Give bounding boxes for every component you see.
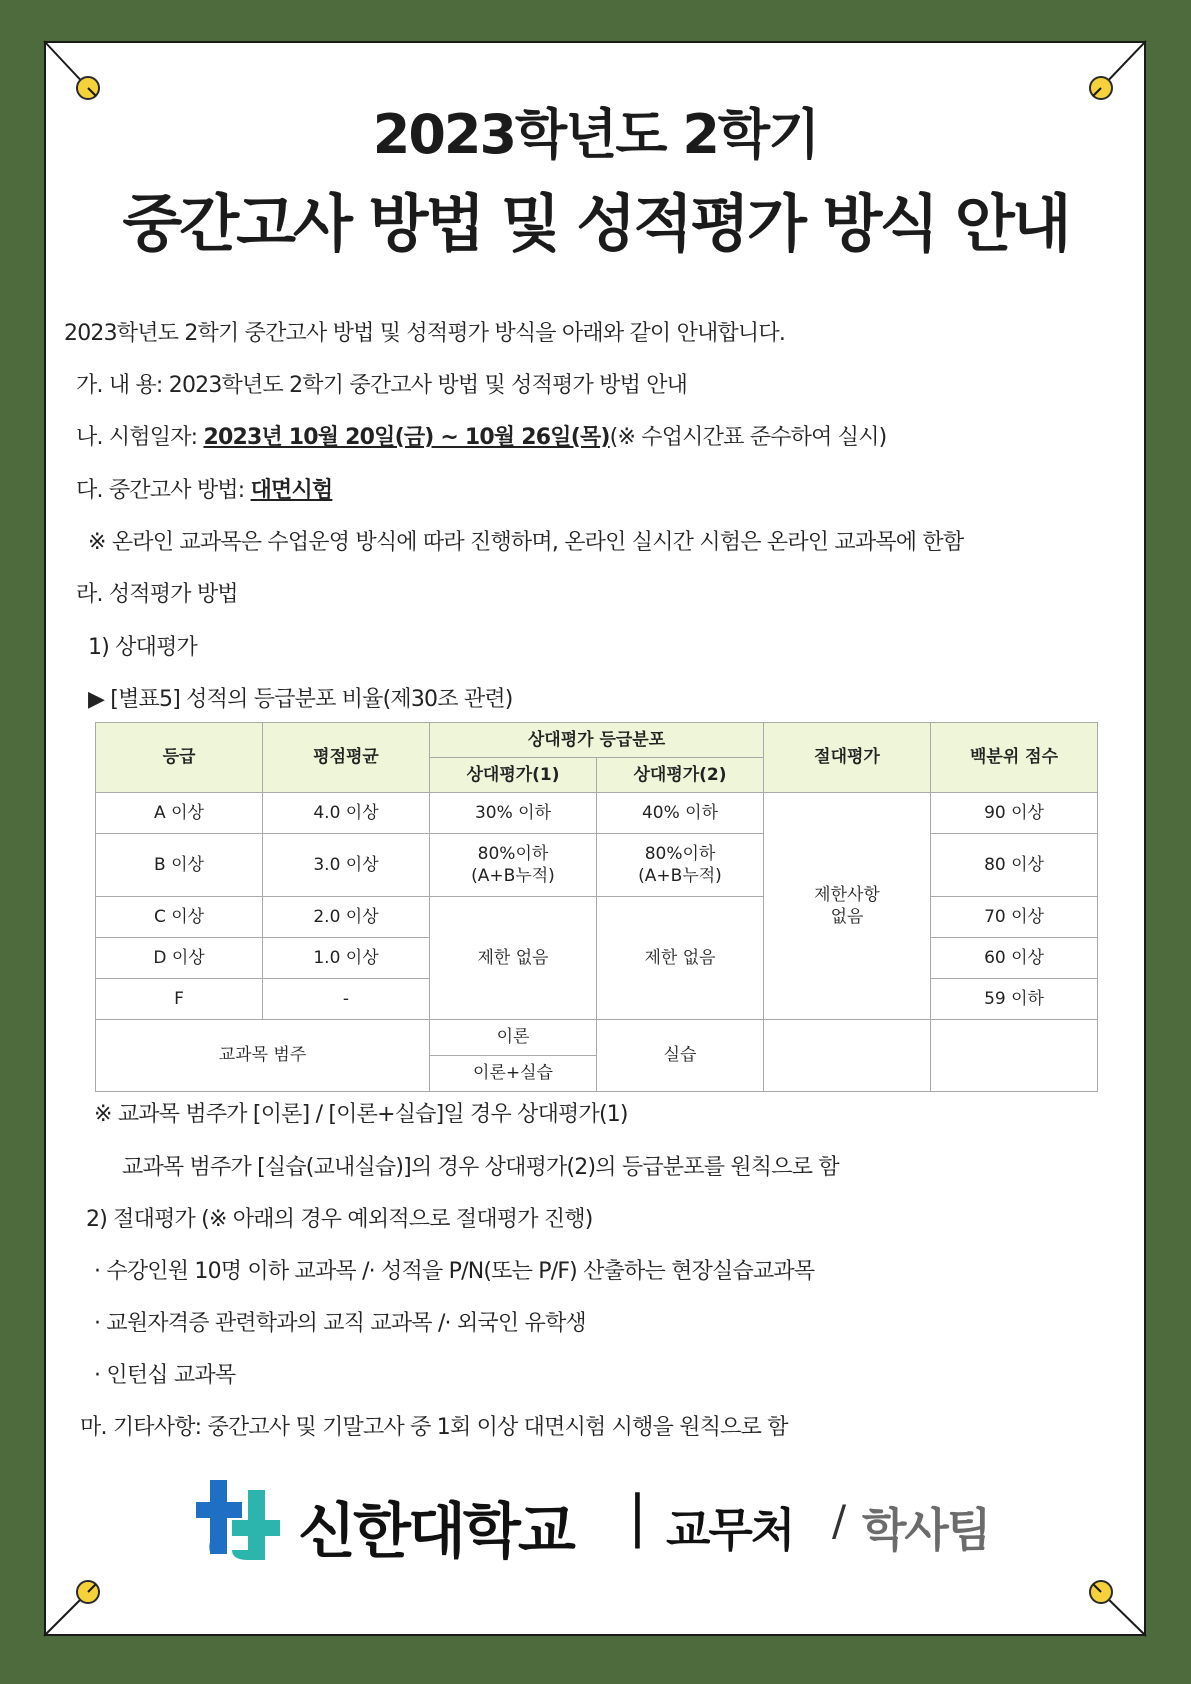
- cell-grade: A 이상: [96, 793, 263, 834]
- intro-text: 2023학년도 2학기 중간고사 방법 및 성적평가 방식을 아래와 같이 안내합니다.: [64, 321, 786, 346]
- relative-2-sub: (A+B누적): [638, 866, 722, 886]
- cell-relative-1: 30% 이하: [430, 793, 597, 834]
- cell-grade: B 이상: [96, 834, 263, 897]
- exam-method-label: 다. 중간고사 방법:: [76, 478, 251, 503]
- cell-category-empty-2: [931, 1020, 1098, 1092]
- footer-separator: |: [628, 1484, 647, 1549]
- cell-percentile: 90 이상: [931, 793, 1098, 834]
- cell-gpa: 2.0 이상: [263, 897, 430, 938]
- content-label: 가. 내 용:: [76, 373, 169, 398]
- team-name: 학사팀: [862, 1503, 990, 1557]
- cell-grade: D 이상: [96, 938, 263, 979]
- cell-percentile: 80 이상: [931, 834, 1098, 897]
- table-row: [96, 834, 1098, 897]
- cell-category-theory: 이론: [430, 1020, 597, 1056]
- exam-date-value: 2023년 10월 20일(금) ~ 10월 26일(목): [203, 425, 610, 450]
- cell-grade: C 이상: [96, 897, 263, 938]
- cell-gpa: 3.0 이상: [263, 834, 430, 897]
- grade-distribution-table: [95, 722, 1098, 1092]
- exam-method-item: [76, 473, 332, 504]
- header-percentile: 백분위 점수: [931, 723, 1098, 793]
- cell-category-practice: 실습: [597, 1020, 764, 1092]
- category-note-2: 교과목 범주가 [실습(교내실습)]의 경우 상대평가(2)의 등급분포를 원칙으로 함: [122, 1155, 839, 1180]
- header-relative-2: 상대평가(2): [597, 758, 764, 793]
- university-name: 신한대학교: [298, 1497, 573, 1567]
- relative-heading: 1) 상대평가: [88, 635, 197, 660]
- title-line-2: 중간고사 방법 및 성적평가 방식 안내: [122, 187, 1069, 260]
- header-relative-1: 상대평가(1): [430, 758, 597, 793]
- content-value: 2023학년도 2학기 중간고사 방법 및 성적평가 방법 안내: [168, 373, 688, 398]
- absolute-heading: 2) 절대평가 (※ 아래의 경우 예외적으로 절대평가 진행): [86, 1207, 593, 1232]
- table-row-category: [96, 1020, 1098, 1056]
- cell-percentile: 60 이상: [931, 938, 1098, 979]
- table-caption: ▶ [별표5] 성적의 등급분포 비율(제30조 관련): [88, 687, 513, 712]
- cell-category-label: 교과목 범주: [96, 1020, 430, 1092]
- university-logo-icon: [196, 1480, 280, 1560]
- absolute-item-2: · 교원자격증 관련학과의 교직 교과목 /· 외국인 유학생: [94, 1311, 586, 1336]
- cell-category-empty-1: [764, 1020, 931, 1092]
- cell-percentile: 70 이상: [931, 897, 1098, 938]
- cell-gpa: -: [263, 979, 430, 1020]
- header-absolute: 절대평가: [764, 723, 931, 793]
- cell-relative-2: [597, 834, 764, 897]
- header-grade: 등급: [96, 723, 263, 793]
- table-row: [96, 793, 1098, 834]
- cell-gpa: 1.0 이상: [263, 938, 430, 979]
- exam-method-value: 대면시험: [250, 478, 333, 503]
- cell-relative-2: 40% 이하: [597, 793, 764, 834]
- category-note-1: ※ 교과목 범주가 [이론] / [이론+실습]일 경우 상대평가(1): [94, 1102, 628, 1127]
- relative-2-value: 80%이하: [644, 843, 716, 864]
- title-line-1: 2023학년도 2학기: [372, 103, 819, 166]
- grading-heading: 라. 성적평가 방법: [76, 582, 238, 607]
- cell-absolute: [764, 793, 931, 1020]
- footer-slash: /: [832, 1496, 847, 1545]
- absolute-text-1: 제한사항: [814, 884, 880, 905]
- exam-date-item: [76, 420, 886, 451]
- exam-date-label: 나. 시험일자:: [76, 425, 204, 450]
- relative-1-sub: (A+B누적): [471, 866, 555, 886]
- table-row: [96, 897, 1098, 938]
- cell-percentile: 59 이하: [931, 979, 1098, 1020]
- relative-1-value: 80%이하: [477, 843, 549, 864]
- absolute-text-2: 없음: [830, 907, 864, 927]
- absolute-item-3: · 인턴십 교과목: [94, 1363, 236, 1388]
- exam-date-note: (※ 수업시간표 준수하여 실시): [609, 425, 887, 450]
- header-relative-group: 상대평가 등급분포: [430, 723, 764, 758]
- absolute-item-1: · 수강인원 10명 이하 교과목 /· 성적을 P/N(또는 P/F) 산출하는 현장실습교과목: [94, 1259, 815, 1284]
- cell-category-theory-practice: 이론+실습: [430, 1056, 597, 1092]
- office-name: 교무처: [666, 1503, 794, 1557]
- cell-relative-2-no-limit: 제한 없음: [597, 897, 764, 1020]
- online-note: ※ 온라인 교과목은 수업운영 방식에 따라 진행하며, 온라인 실시간 시험은 온라인 교과목에 한함: [88, 530, 964, 555]
- content-item: [76, 368, 687, 399]
- cell-relative-1: [430, 834, 597, 897]
- header-gpa: 평점평균: [263, 723, 430, 793]
- cell-grade: F: [96, 979, 263, 1020]
- cell-relative-1-no-limit: 제한 없음: [430, 897, 597, 1020]
- cell-gpa: 4.0 이상: [263, 793, 430, 834]
- etc-note: 마. 기타사항: 중간고사 및 기말고사 중 1회 이상 대면시험 시행을 원칙으로 함: [80, 1415, 788, 1440]
